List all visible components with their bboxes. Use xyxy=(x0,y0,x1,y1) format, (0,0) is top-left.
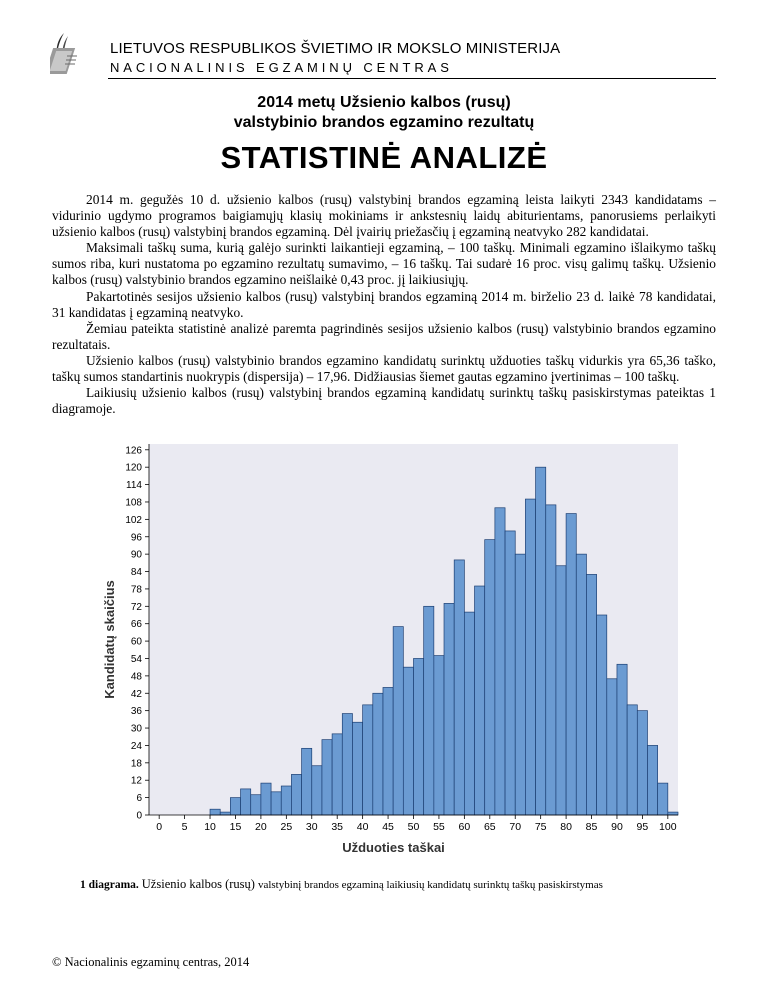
x-tick-label: 35 xyxy=(331,821,344,833)
y-tick-label: 90 xyxy=(130,549,142,561)
x-tick-label: 15 xyxy=(229,821,242,833)
histogram-bar xyxy=(546,505,556,815)
x-tick-label: 60 xyxy=(458,821,471,833)
x-tick-label: 70 xyxy=(509,821,522,833)
x-tick-label: 30 xyxy=(305,821,318,833)
x-tick-label: 55 xyxy=(433,821,445,833)
histogram-bar xyxy=(312,766,322,815)
histogram-bar xyxy=(251,795,261,815)
y-axis-title: Kandidatų skaičius xyxy=(102,580,117,699)
histogram-bar xyxy=(281,786,291,815)
page-title: STATISTINĖ ANALIZĖ xyxy=(220,140,548,175)
x-axis-title: Užduoties taškai xyxy=(342,840,445,855)
histogram-bar xyxy=(464,612,474,815)
histogram-bar xyxy=(210,809,220,815)
histogram-bar xyxy=(363,705,373,815)
histogram-bar xyxy=(576,554,586,815)
histogram-bar xyxy=(485,540,495,815)
y-tick-label: 18 xyxy=(130,758,142,770)
histogram-bar xyxy=(220,812,230,815)
x-tick-label: 50 xyxy=(407,821,420,833)
x-tick-label: 90 xyxy=(611,821,623,833)
y-tick-label: 24 xyxy=(130,740,142,752)
histogram-bar xyxy=(403,667,413,815)
histogram-bar xyxy=(586,574,596,815)
y-tick-label: 66 xyxy=(130,619,142,631)
histogram-bar xyxy=(668,812,678,815)
histogram-bar xyxy=(607,679,617,815)
y-tick-label: 42 xyxy=(130,688,142,700)
histogram-bar xyxy=(241,789,251,815)
score-histogram xyxy=(94,432,694,862)
histogram-bar xyxy=(291,774,301,815)
x-tick-label: 40 xyxy=(356,821,369,833)
histogram-bar xyxy=(352,722,362,815)
histogram-bar xyxy=(566,514,576,815)
document-header xyxy=(50,28,718,80)
y-tick-label: 54 xyxy=(130,653,142,665)
histogram-bar xyxy=(302,748,312,815)
y-tick-label: 72 xyxy=(130,601,142,613)
histogram-bar xyxy=(444,603,454,815)
x-tick-label: 75 xyxy=(534,821,547,833)
x-tick-label: 65 xyxy=(483,821,496,833)
y-tick-label: 120 xyxy=(125,462,142,474)
x-tick-label: 95 xyxy=(636,821,649,833)
histogram-bar xyxy=(424,606,434,815)
histogram-bar xyxy=(271,792,281,815)
y-tick-label: 114 xyxy=(126,480,142,492)
histogram-bar xyxy=(383,687,393,815)
paragraph-candidates: 2014 m. gegužės 10 d. užsienio kalbos (rusų) valstybinį brandos egzaminą leista laikyti 2343 kandidatams – vidurinio ugdymo programos baigiamųjų klasių mokiniams ir ankstesnių laidų abiturientams, panorusiems perlaikyti užsienio kalbos (rusų) valstybinį brandos egzaminą. Dėl įvairių priežasčių į egzaminą neatvyko 282 kandidatai. xyxy=(52,192,716,240)
body-text xyxy=(52,192,716,417)
y-tick-label: 84 xyxy=(130,567,142,579)
histogram-bar xyxy=(393,627,403,815)
y-tick-label: 102 xyxy=(125,514,142,526)
y-tick-label: 36 xyxy=(130,706,142,718)
y-tick-label: 108 xyxy=(125,497,142,509)
y-tick-label: 48 xyxy=(130,671,142,683)
histogram-bar xyxy=(515,554,525,815)
histogram-bar xyxy=(322,740,332,815)
subtitle-line-2: valstybinio brandos egzamino rezultatų xyxy=(233,114,535,131)
caption-text-1: Užsienio kalbos (rusų) xyxy=(141,877,255,891)
histogram-bar xyxy=(627,705,637,815)
histogram-bar xyxy=(505,531,515,815)
histogram-bar xyxy=(556,566,566,815)
subtitle-line-1: 2014 metų Užsienio kalbos (rusų) xyxy=(257,94,511,111)
paragraph-distribution-intro: Laikiusių užsienio kalbos (rusų) valstybinį brandos egzaminą kandidatų surinktų taškų pasiskirstymas pateiktas 1 diagramoje. xyxy=(52,385,716,417)
paragraph-mean-score: Užsienio kalbos (rusų) valstybinio brandos egzamino kandidatų surinktų užduoties taškų vidurkis yra 65,36 taško, taškų sumos standartinis nuokrypis (dispersija) – 17,96. Didžiausias šiemet gautas egzamino įvertinimas – 100 taškų. xyxy=(52,352,716,385)
y-tick-label: 30 xyxy=(130,723,142,735)
x-tick-label: 85 xyxy=(585,821,598,833)
y-tick-label: 126 xyxy=(125,445,142,457)
histogram-bar xyxy=(536,467,546,815)
x-tick-label: 80 xyxy=(560,821,572,833)
x-tick-label: 100 xyxy=(659,821,677,833)
histogram-bar xyxy=(434,656,444,815)
y-tick-label: 78 xyxy=(130,584,142,596)
histogram-bar xyxy=(597,615,607,815)
histogram-bar xyxy=(373,693,383,815)
histogram-bar xyxy=(342,714,352,815)
caption-text-2: valstybinį brandos egzaminą laikiusių kandidatų surinktų taškų pasiskirstymas xyxy=(257,879,603,891)
header-rule xyxy=(108,78,716,79)
y-tick-label: 60 xyxy=(130,636,142,648)
histogram-bar xyxy=(637,711,647,815)
x-tick-label: 45 xyxy=(382,821,394,833)
histogram-bar xyxy=(230,798,240,815)
nec-logo-icon xyxy=(50,30,90,78)
paragraph-analysis-basis: Žemiau pateikta statistinė analizė paremta pagrindinės sesijos užsienio kalbos (rusų) valstybinio brandos egzamino rezultatais. xyxy=(52,320,716,352)
ministry-name: LIETUVOS RESPUBLIKOS ŠVIETIMO IR MOKSLO MINISTERIJA xyxy=(110,40,561,57)
histogram-bar xyxy=(332,734,342,815)
histogram-bar xyxy=(647,745,657,815)
histogram-bar xyxy=(495,508,505,815)
x-tick-label: 5 xyxy=(181,821,188,833)
paragraph-max-score: Maksimali taškų suma, kurią galėjo surinkti laikantieji egzaminą, – 100 taškų. Minimali egzamino išlaikymo taškų sumos riba, kuri nustatoma po egzamino rezultatų sumavimo, – 16 taškų. Tai sudarė 16 proc. visų galimų taškų. Užsienio kalbos (rusų) valstybinio brandos egzamino neišlaikė 0,43 proc. jį laikiusiųjų. xyxy=(52,240,716,288)
x-tick-label: 0 xyxy=(156,821,163,833)
y-tick-label: 0 xyxy=(136,810,142,822)
y-tick-label: 96 xyxy=(130,532,142,544)
histogram-bar xyxy=(454,560,464,815)
figure-caption xyxy=(80,877,603,892)
histogram-bar xyxy=(525,499,535,815)
histogram-bar xyxy=(617,664,627,815)
paragraph-repeat-session: Pakartotinės sesijos užsienio kalbos (rusų) valstybinį brandos egzaminą 2014 m. birželio 23 d. laikė 78 kandidatai, 31 kandidatas į egzaminą neatvyko. xyxy=(52,288,716,320)
histogram-bar xyxy=(414,658,424,815)
x-tick-label: 20 xyxy=(255,821,267,833)
y-tick-label: 12 xyxy=(130,775,142,787)
histogram-bar xyxy=(261,783,271,815)
histogram-bar xyxy=(475,586,485,815)
caption-label: 1 diagrama. xyxy=(80,879,139,891)
centre-name: NACIONALINIS EGZAMINŲ CENTRAS xyxy=(110,60,453,75)
y-tick-label: 6 xyxy=(136,793,142,805)
histogram-bar xyxy=(658,783,668,815)
copyright-footer: © Nacionalinis egzaminų centras, 2014 xyxy=(52,955,250,969)
x-tick-label: 10 xyxy=(204,821,216,833)
x-tick-label: 25 xyxy=(280,821,293,833)
